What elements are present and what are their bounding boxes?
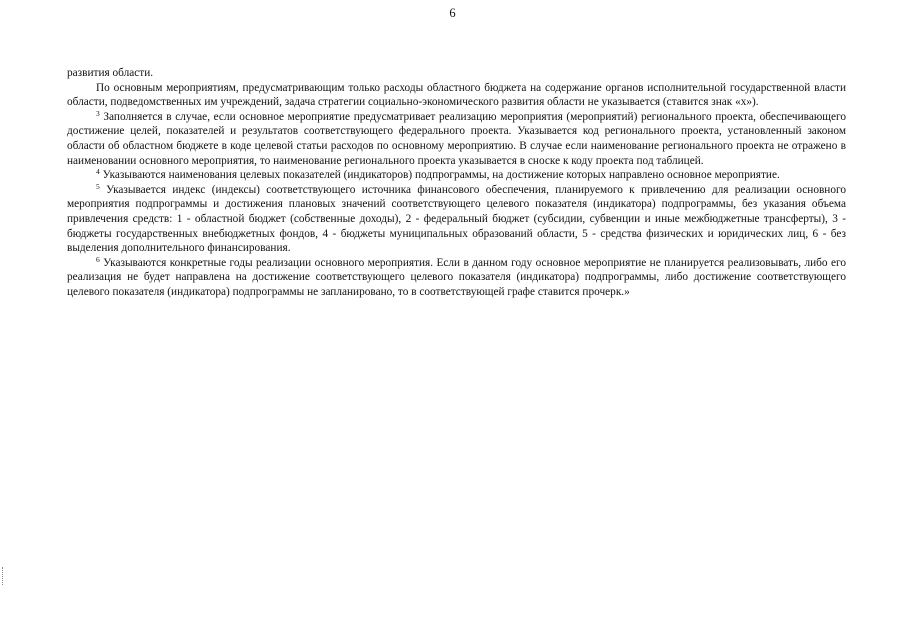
paragraph-text: По основным мероприятиям, предусматривающим только расходы областного бюджета на содержание органов исполнительной государственной власти области, подведомственных им учреждений, задача стратегии социально-экономического развития области не указывается (ставится знак «х»). <box>67 81 846 109</box>
scan-edge-mark <box>2 567 5 585</box>
footnote-6 <box>67 256 846 300</box>
footnote-marker: 5 <box>96 181 100 191</box>
page-number: 6 <box>449 6 456 20</box>
paragraph-text: развития области. <box>67 67 154 79</box>
footnote-text: Указываются конкретные годы реализации основного мероприятия. Если в данном году основное мероприятие не планируется реализовывать, либо его реализация не будет направлена на достижение соответствующего целевого показателя (индикатора) подпрограммы, либо достижение соответствующего целевого показателя (индикатора) подпрограммы не запланировано, то в соответствующей графе ставится прочерк.» <box>67 256 846 298</box>
footnote-marker: 4 <box>96 167 100 177</box>
footnote-marker: 3 <box>96 108 100 118</box>
footnote-text: Указывается индекс (индексы) соответствующего источника финансового обеспечения, планируемого к привлечению для реализации основного мероприятия подпрограммы и достижения плановых значений соответствующего целевого показателя (индикатора) подпрограммы, без указания объема привлечения средств: 1 - областной бюджет (собственные доходы), 2 - федеральный бюджет (субсидии, субвенции и иные межбюджетные трансферты), 3 - бюджеты государственных внебюджетных фондов, 4 - бюджеты муниципальных образований области, 5 - средства физических и юридических лиц, 6 - без выделения дополнительного финансирования. <box>67 183 846 255</box>
footnote-5 <box>67 183 846 256</box>
footnote-text: Заполняется в случае, если основное мероприятие предусматривает реализацию мероприятия (мероприятий) регионального проекта, обеспечивающего достижение целей, показателей и результатов соответствующего федерального проекта. Указывается код регионального проекта, установленный законом области об областном бюджете в коде целевой статьи расходов по основному мероприятию. В случае если наименование регионального проекта не отражено в наименовании основного мероприятия, то наименование регионального проекта указывается в сноске к коду проекта под таблицей. <box>67 110 846 167</box>
footnote-marker: 6 <box>96 254 100 264</box>
footnote-text: Указываются наименования целевых показателей (индикаторов) подпрограммы, на достижение которых направлено основное мероприятие. <box>102 169 780 182</box>
footnote-4 <box>67 168 846 183</box>
footnotes-body <box>67 66 846 300</box>
footnote-3 <box>67 110 846 168</box>
paragraph-main-activities <box>67 81 846 110</box>
paragraph-continuation <box>67 66 846 81</box>
